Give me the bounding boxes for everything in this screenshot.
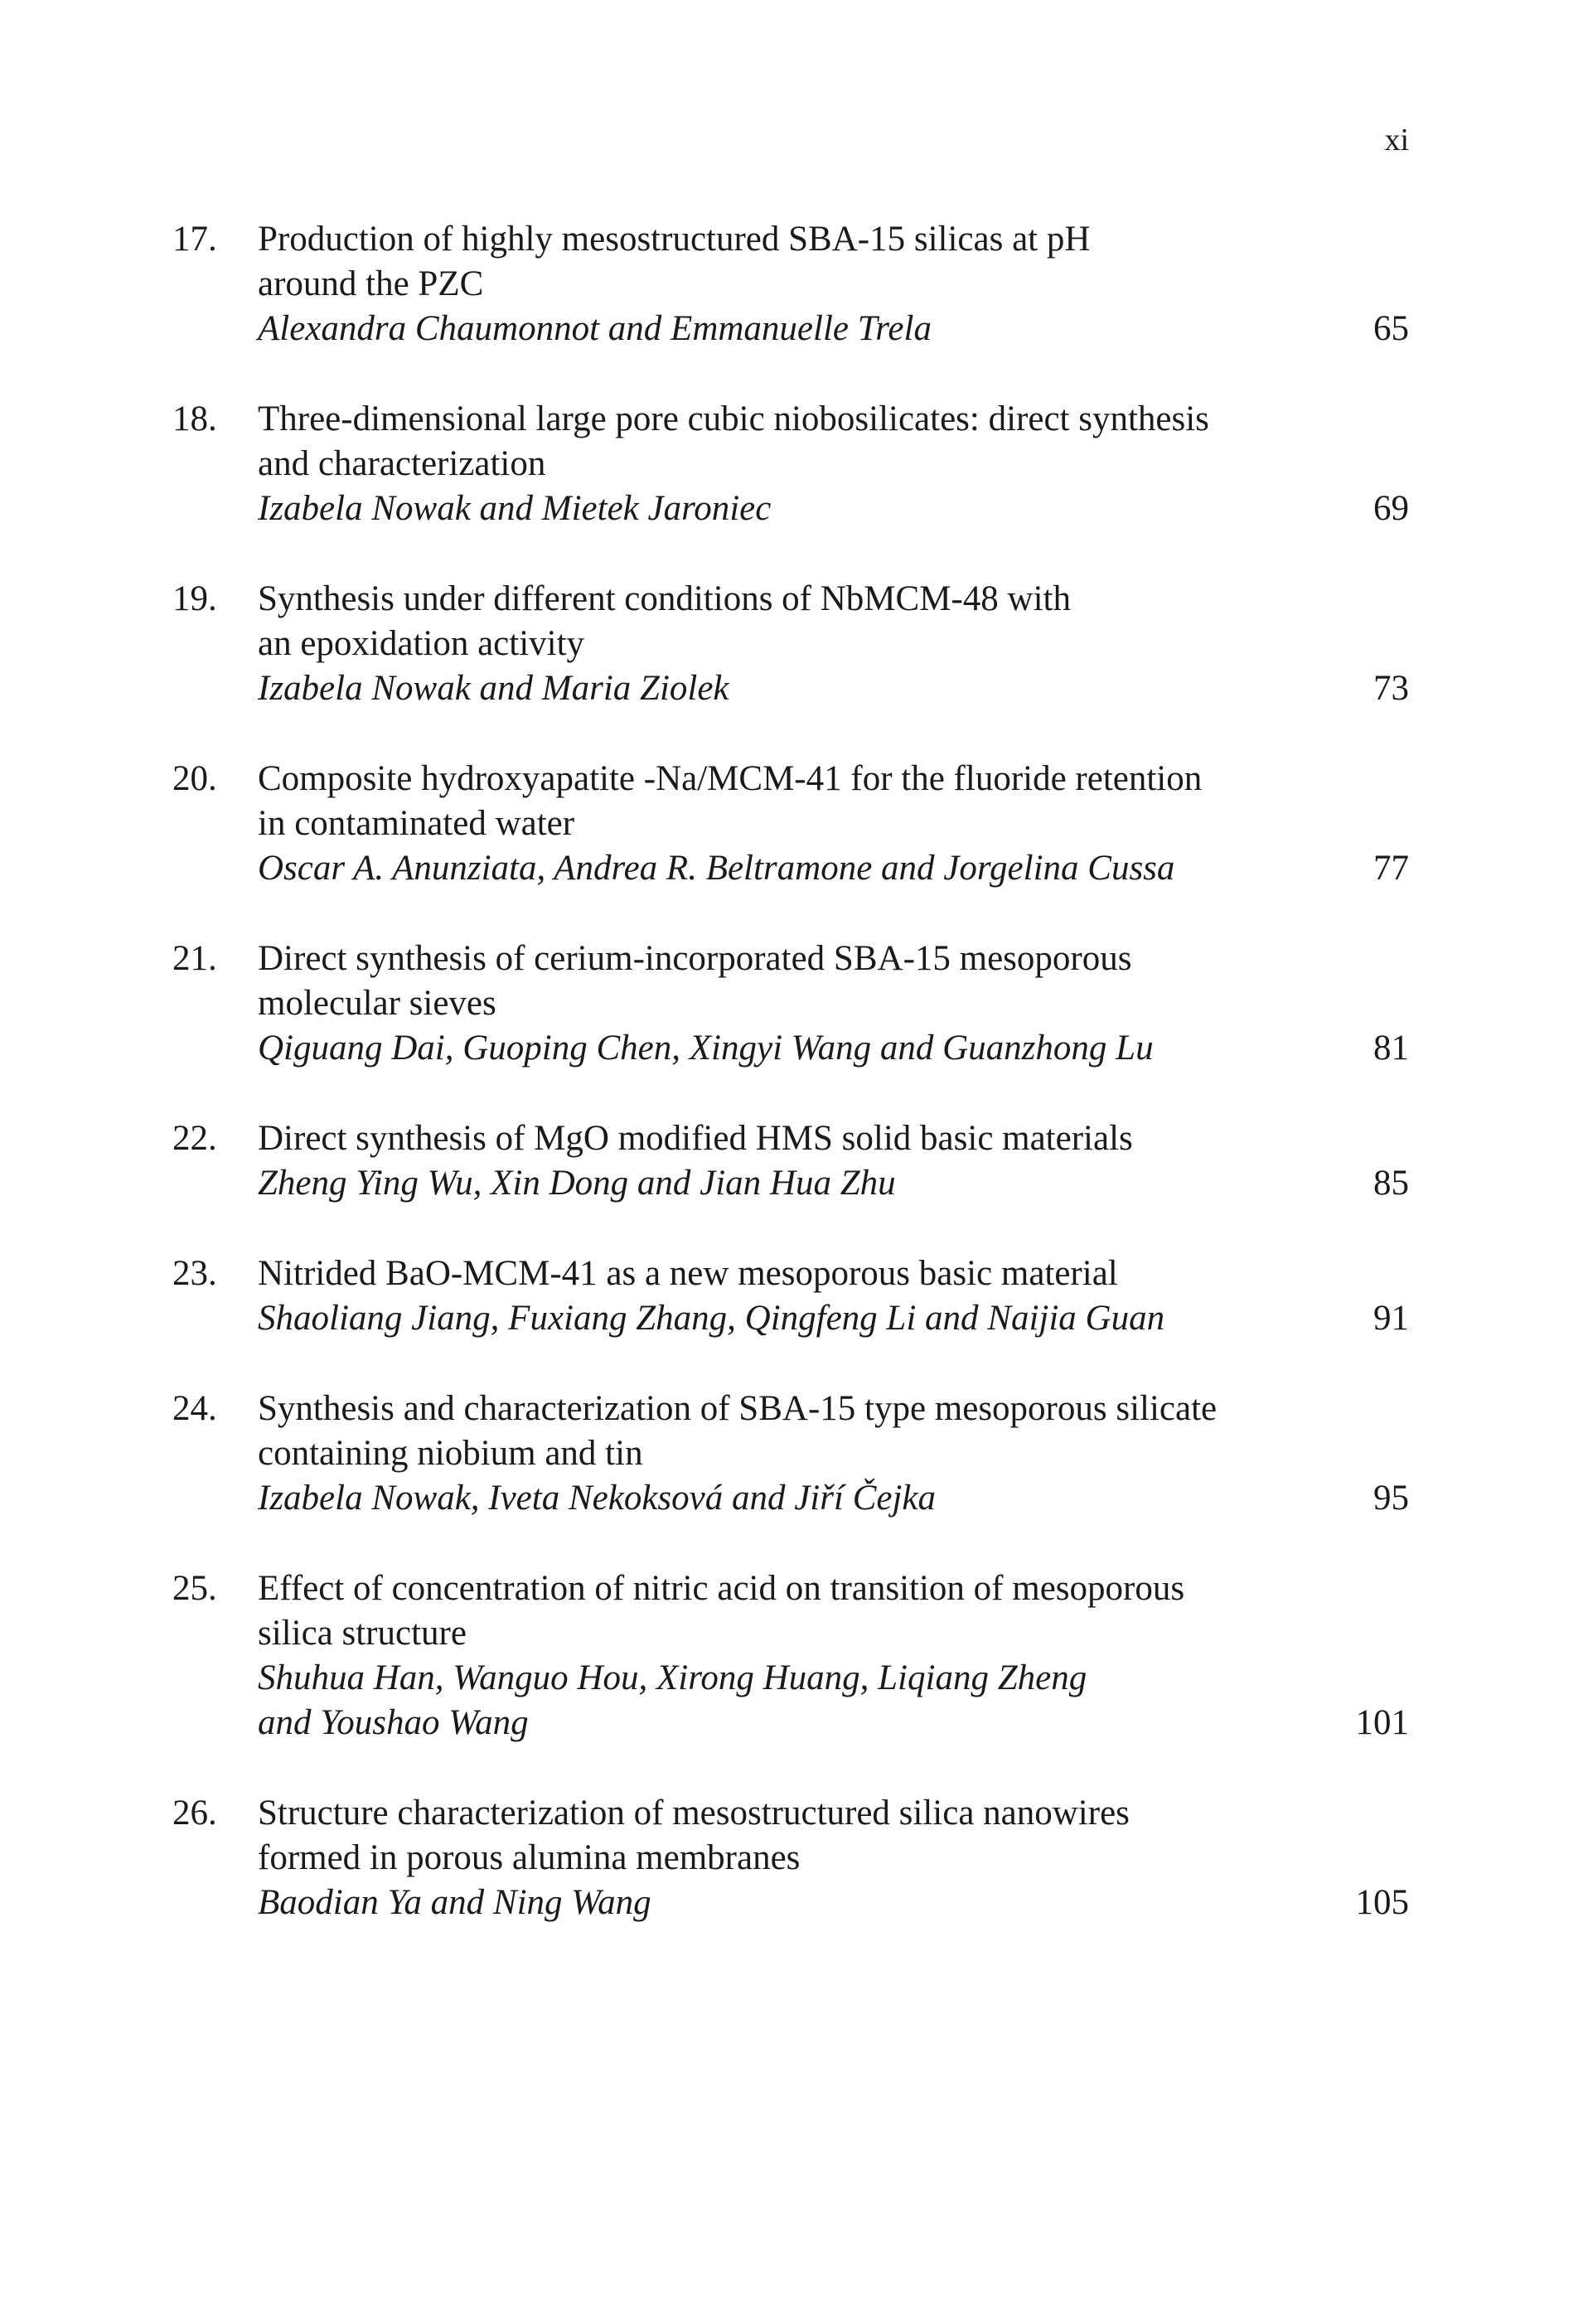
- entry-title-line: around the PZC: [258, 264, 484, 303]
- toc-entry-18: [172, 397, 1409, 531]
- entry-title-line: silica structure: [258, 1614, 467, 1653]
- table-of-contents: [172, 217, 1409, 1971]
- entry-number: 25.: [172, 1569, 217, 1608]
- entry-page-number: 65: [1373, 309, 1409, 348]
- entry-page-number: 95: [1373, 1479, 1409, 1518]
- entry-page-number: 105: [1355, 1883, 1409, 1922]
- entry-title-line: in contaminated water: [258, 804, 575, 843]
- entry-title-line: Production of highly mesostructured SBA-15 silicas at pH: [258, 220, 1091, 259]
- page-number: xi: [1384, 123, 1409, 157]
- entry-authors: and Youshao Wang: [258, 1703, 529, 1742]
- entry-authors: Izabela Nowak and Maria Ziolek: [258, 669, 729, 708]
- entry-authors: Shuhua Han, Wanguo Hou, Xirong Huang, Liqiang Zheng: [258, 1658, 1087, 1697]
- toc-entry-19: [172, 577, 1409, 711]
- toc-entry-25: [172, 1566, 1409, 1745]
- toc-entry-24: [172, 1387, 1409, 1521]
- entry-title-line: Direct synthesis of cerium-incorporated SBA-15 mesoporous: [258, 939, 1132, 978]
- entry-title-line: Composite hydroxyapatite -Na/MCM-41 for the fluoride retention: [258, 759, 1203, 798]
- entry-number: 20.: [172, 759, 217, 798]
- entry-page-number: 91: [1373, 1299, 1409, 1338]
- entry-title-line: formed in porous alumina membranes: [258, 1838, 801, 1877]
- toc-entry-26: [172, 1791, 1409, 1925]
- toc-entry-17: [172, 217, 1409, 351]
- entry-authors: Zheng Ying Wu, Xin Dong and Jian Hua Zhu: [258, 1164, 896, 1203]
- entry-title-line: Synthesis under different conditions of NbMCM-48 with: [258, 579, 1071, 618]
- entry-number: 26.: [172, 1794, 217, 1833]
- entry-number: 22.: [172, 1119, 217, 1158]
- entry-number: 18.: [172, 399, 217, 438]
- entry-title-line: an epoxidation activity: [258, 624, 585, 663]
- entry-title-line: Direct synthesis of MgO modified HMS solid basic materials: [258, 1119, 1133, 1158]
- entry-number: 17.: [172, 220, 217, 259]
- toc-entry-22: [172, 1116, 1409, 1206]
- entry-page-number: 81: [1373, 1029, 1409, 1068]
- entry-title-line: Nitrided BaO-MCM-41 as a new mesoporous basic material: [258, 1254, 1118, 1293]
- entry-title-line: and characterization: [258, 444, 546, 483]
- entry-number: 21.: [172, 939, 217, 978]
- entry-page-number: 85: [1373, 1164, 1409, 1203]
- entry-authors: Izabela Nowak and Mietek Jaroniec: [258, 489, 772, 528]
- entry-title-line: molecular sieves: [258, 984, 496, 1023]
- entry-authors: Shaoliang Jiang, Fuxiang Zhang, Qingfeng Li and Naijia Guan: [258, 1299, 1165, 1338]
- entry-number: 23.: [172, 1254, 217, 1293]
- entry-authors: Oscar A. Anunziata, Andrea R. Beltramone and Jorgelina Cussa: [258, 849, 1175, 888]
- entry-title-line: Three-dimensional large pore cubic niobosilicates: direct synthesis: [258, 399, 1209, 438]
- toc-entry-20: [172, 757, 1409, 891]
- entry-page-number: 73: [1373, 669, 1409, 708]
- toc-entry-21: [172, 937, 1409, 1071]
- entry-page-number: 69: [1373, 489, 1409, 528]
- entry-title-line: Effect of concentration of nitric acid on transition of mesoporous: [258, 1569, 1185, 1608]
- entry-title-line: Synthesis and characterization of SBA-15 type mesoporous silicate: [258, 1389, 1218, 1428]
- entry-number: 24.: [172, 1389, 217, 1428]
- entry-title-line: containing niobium and tin: [258, 1434, 643, 1473]
- entry-number: 19.: [172, 579, 217, 618]
- entry-page-number: 101: [1355, 1703, 1409, 1742]
- entry-authors: Izabela Nowak, Iveta Nekoksová and Jiří Čejka: [258, 1479, 936, 1518]
- entry-authors: Qiguang Dai, Guoping Chen, Xingyi Wang and Guanzhong Lu: [258, 1029, 1154, 1068]
- entry-authors: Alexandra Chaumonnot and Emmanuelle Trela: [258, 309, 932, 348]
- entry-authors: Baodian Ya and Ning Wang: [258, 1883, 651, 1922]
- entry-title-line: Structure characterization of mesostructured silica nanowires: [258, 1794, 1130, 1833]
- entry-page-number: 77: [1373, 849, 1409, 888]
- toc-entry-23: [172, 1252, 1409, 1341]
